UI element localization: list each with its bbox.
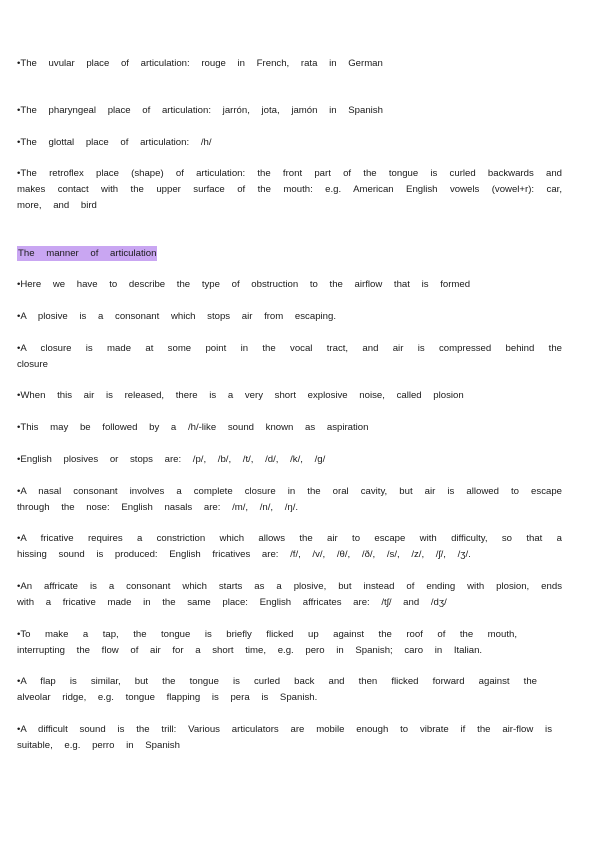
paragraph-retroflex: •The retroflex place (shape) of articulation: the front part of the tongue is curled backwards and makes contact with the upper surface of the mouth: e.g. American English vowels (vowel+r): car, more, and bird: [17, 168, 562, 211]
paragraph-plosive: •A plosive is a consonant which stops air from escaping.: [17, 311, 336, 322]
paragraph-affricate: •An affricate is a consonant which starts as a plosive, but instead of ending with plosion, ends with a fricative made in the same place: English affricates are: /tʃ/ and /dʒ/: [17, 581, 562, 608]
section-heading-manner: The manner of articulation: [18, 248, 157, 259]
paragraph-english-plosives: •English plosives or stops are: /p/, /b/, /t/, /d/, /k/, /g/: [17, 454, 326, 465]
paragraph-release: •When this air is released, there is a very short explosive noise, called plosion: [17, 390, 464, 401]
paragraph-fricative: •A fricative requires a constriction which allows the air to escape with difficulty, so that a hissing sound is produced: English fricatives are: /f/, /v/, /θ/, /ð/, /s/, /z/, /ʃ/, /ʒ/.: [17, 533, 562, 560]
paragraph-nasal: •A nasal consonant involves a complete closure in the oral cavity, but air is allowed to escape through the nose: English nasals are: /m/, /n/, /ŋ/.: [17, 486, 562, 513]
paragraph-trill: •A difficult sound is the trill: Various articulators are mobile enough to vibrate if the air-flow is suitable, e.g. perro in Spanish: [17, 724, 552, 751]
paragraph-aspiration: •This may be followed by a /h/-like sound known as aspiration: [17, 422, 369, 433]
paragraph-closure: •A closure is made at some point in the vocal tract, and air is compressed behind the closure: [17, 343, 562, 370]
paragraph-glottal: •The glottal place of articulation: /h/: [17, 137, 212, 148]
paragraph-tap: •To make a tap, the tongue is briefly flicked up against the roof of the mouth, interrupting the flow of air for a short time, e.g. pero in Spanish; caro in Italian.: [17, 629, 517, 656]
paragraph-uvular: •The uvular place of articulation: rouge in French, rata in German: [17, 58, 383, 69]
paragraph-flap: •A flap is similar, but the tongue is curled back and then flicked forward against the alveolar ridge, e.g. tongue flapping is pera is Spanish.: [17, 676, 537, 703]
paragraph-pharyngeal: •The pharyngeal place of articulation: jarrón, jota, jamón in Spanish: [17, 105, 383, 116]
paragraph-describe: •Here we have to describe the type of obstruction to the airflow that is formed: [17, 279, 471, 290]
